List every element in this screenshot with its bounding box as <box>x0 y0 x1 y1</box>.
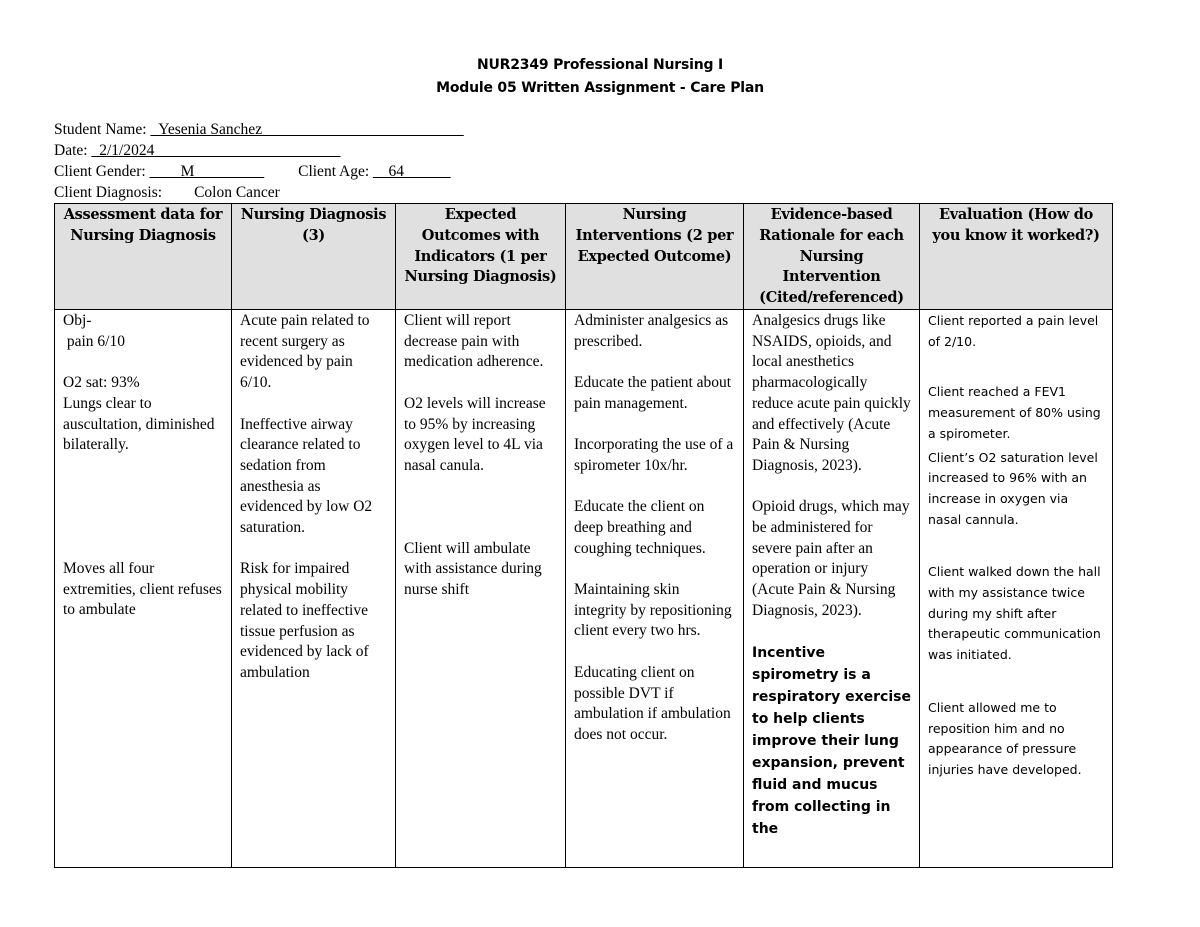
evaluation-cell <box>920 310 1113 868</box>
date-field <box>54 142 340 160</box>
intervention-3: Incorporating the use of a spirometer 10x/hr. <box>574 436 734 474</box>
age-value: __64______ <box>373 163 451 180</box>
rationale-3: Incentive spirometry is a respiratory exercise to help clients improve their lung expansion, prevent fluid and mucus from collecting in the <box>752 645 911 838</box>
assessment-pain: pain 6/10 <box>63 332 125 350</box>
assessment-lungs: Lungs clear to auscultation, diminished bilaterally. <box>63 394 215 454</box>
student-name-field <box>54 121 464 139</box>
diagnosis-label: Client Diagnosis: <box>54 184 163 201</box>
outcomes-cell <box>396 310 566 868</box>
rationale-2: Opioid drugs, which may be administered for severe pain after an operation or injury (Acute Pain & Nursing Diagnosis, 2023). <box>752 498 910 619</box>
evaluation-4: Client walked down the hall with my assistance twice during my shift after therapeutic communication was initiated. <box>928 564 1101 663</box>
evaluation-1: Client reported a pain level of 2/10. <box>928 313 1099 349</box>
header-assessment: Assessment data for Nursing Diagnosis <box>55 204 232 310</box>
rationale-cell <box>744 310 920 868</box>
assessment-o2: O2 sat: 93% <box>63 374 140 392</box>
evaluation-2: Client reached a FEV1 measurement of 80% using a spirometer. <box>928 384 1101 441</box>
diagnosis-1: Acute pain related to recent surgery as evidenced by pain 6/10. <box>240 312 370 392</box>
date-value: _2/1/2024________________________ <box>91 142 341 159</box>
student-name-label: Student Name: <box>54 121 151 138</box>
diagnosis-2: Ineffective airway clearance related to sedation from anesthesia as evidenced by low O2 saturation. <box>240 415 373 537</box>
header-interventions: Nursing Interventions (2 per Expected Outcome) <box>566 204 744 310</box>
header-outcomes: Expected Outcomes with Indicators (1 per Nursing Diagnosis) <box>396 204 566 310</box>
rationale-1: Analgesics drugs like NSAIDS, opioids, and local anesthetics pharmacologically reduce acute pain quickly and effectively (Acute Pain & Nursing Diagnosis, 2023). <box>752 312 911 474</box>
diagnosis-3: Risk for impaired physical mobility related to ineffective tissue perfusion as evidenced by lack of ambulation <box>240 560 369 681</box>
intervention-2: Educate the patient about pain management. <box>574 374 732 412</box>
age-label: Client Age: <box>298 163 374 180</box>
assessment-mobility: Moves all four extremities, client refuses to ambulate <box>63 559 222 619</box>
student-name-value: _Yesenia Sanchez__________________________ <box>150 121 464 138</box>
document-title: NUR2349 Professional Nursing I <box>476 57 724 73</box>
outcome-1: Client will report decrease pain with medication adherence. <box>404 312 544 371</box>
intervention-6: Educating client on possible DVT if ambulation if ambulation does not occur. <box>574 663 731 743</box>
evaluation-5: Client allowed me to reposition him and no appearance of pressure injuries have developed. <box>928 699 1082 777</box>
outcome-2: O2 levels will increase to 95% by increasing oxygen level to 4L via nasal canula. <box>404 394 546 474</box>
table-header-row <box>55 204 1113 310</box>
diagnosis-cell <box>232 310 396 868</box>
intervention-5: Maintaining skin integrity by repositioning client every two hrs. <box>574 581 732 640</box>
table-row <box>55 310 1113 868</box>
gender-value: ____M_________ <box>149 163 265 180</box>
header-diagnosis: Nursing Diagnosis (3) <box>232 204 396 310</box>
diagnosis-field <box>54 184 280 202</box>
header-evaluation: Evaluation (How do you know it worked?) <box>920 204 1113 310</box>
assessment-cell <box>55 310 232 868</box>
outcome-3: Client will ambulate with assistance during nurse shift <box>404 539 542 599</box>
gender-age-field <box>54 163 451 181</box>
date-label: Date: <box>54 142 92 159</box>
header-rationale: Evidence-based Rationale for each Nursing Intervention (Cited/referenced) <box>744 204 920 310</box>
intervention-4: Educate the client on deep breathing and coughing techniques. <box>574 498 706 557</box>
interventions-cell <box>566 310 744 868</box>
assessment-obj: Obj- <box>63 312 92 329</box>
care-plan-table <box>54 203 1113 868</box>
intervention-1: Administer analgesics as prescribed. <box>574 312 729 350</box>
evaluation-3: Client’s O2 saturation level increased to 96% with an increase in oxygen via nasal cannula. <box>928 449 1098 527</box>
gender-label: Client Gender: <box>54 163 150 180</box>
document-subtitle: Module 05 Written Assignment - Care Plan <box>436 80 764 96</box>
diagnosis-value: Colon Cancer <box>194 184 280 201</box>
